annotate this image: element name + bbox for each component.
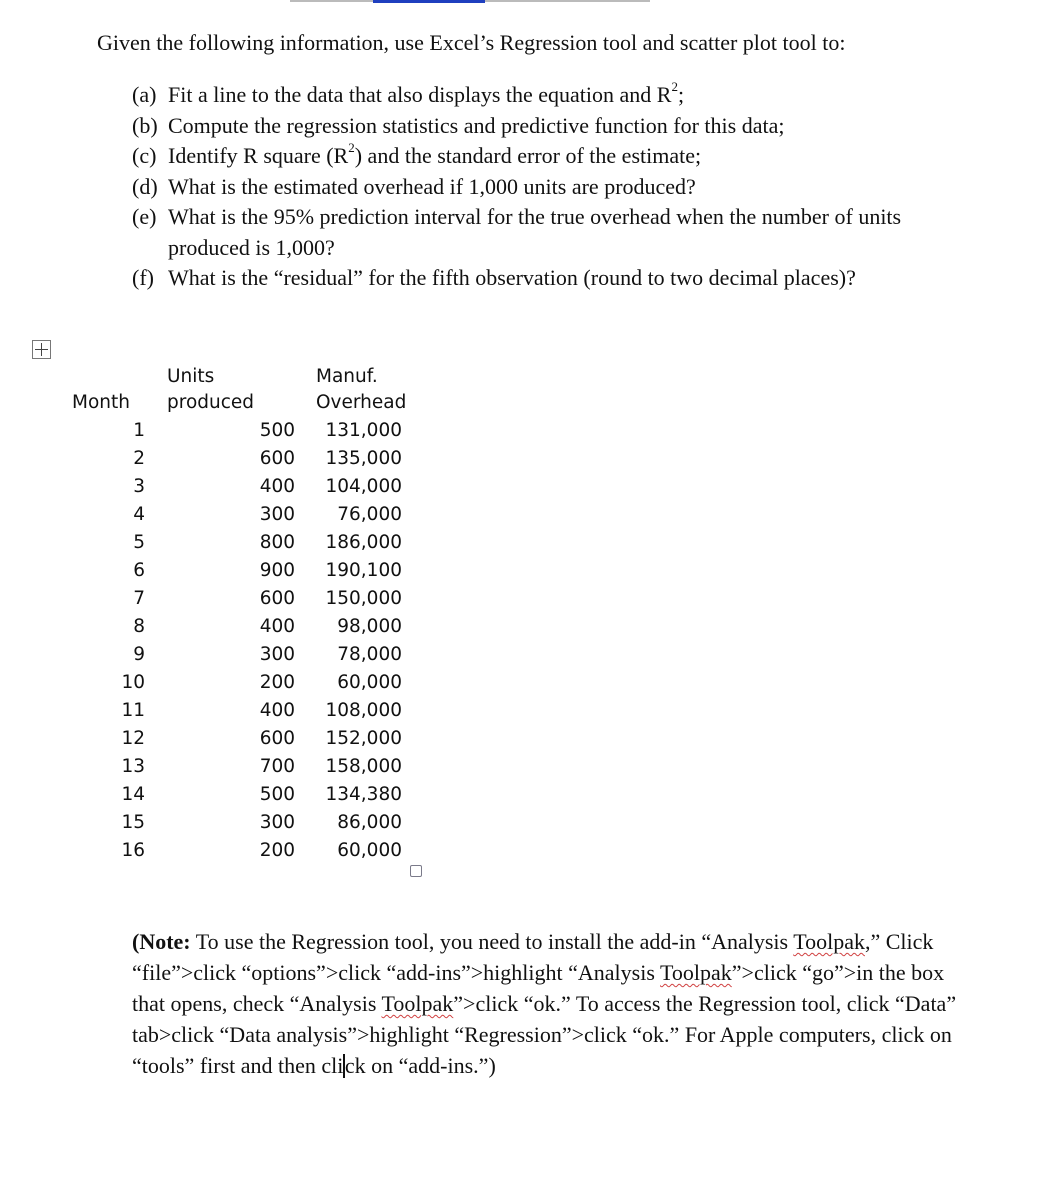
intro-text: Given the following information, use Excel’s Regression tool and scatter plot tool to: [97, 30, 846, 55]
note-text-5: ck on “add-ins.”) [344, 1053, 496, 1078]
cell-units: 400 [259, 616, 295, 637]
cell-units: 500 [259, 784, 295, 805]
cell-month: 7 [133, 588, 145, 609]
cell-month: 15 [121, 812, 145, 833]
cell-units: 600 [259, 728, 295, 749]
table-row [0, 784, 1040, 812]
note-bold-label: (Note: [132, 929, 191, 954]
table-row [0, 476, 1040, 504]
cell-month: 13 [121, 756, 145, 777]
question-text-main: What is the estimated overhead if 1,000 units are produced? [168, 173, 696, 199]
cell-overhead: 135,000 [325, 448, 402, 469]
cell-month: 9 [133, 644, 145, 665]
question-label: (b) [132, 112, 158, 138]
question-text-main: Compute the regression statistics and predictive function for this data; [168, 112, 785, 138]
table-row [0, 756, 1040, 784]
table-row [0, 588, 1040, 616]
table-row [0, 504, 1040, 532]
cell-overhead: 134,380 [325, 784, 402, 805]
spellcheck-word: Toolpak [381, 991, 454, 1016]
spellcheck-word: Toolpak [793, 929, 865, 954]
cell-units: 300 [259, 812, 295, 833]
question-label: (a) [132, 82, 157, 107]
table-row [0, 840, 1040, 868]
cell-units: 200 [259, 672, 295, 693]
spellcheck-word: Toolpak [660, 960, 732, 985]
question-text-end: ; [677, 82, 685, 107]
table-row [0, 672, 1040, 700]
note-text-3: ”>click “go”>in the box that opens, check “Analysis [132, 960, 945, 1016]
superscript: 2 [671, 78, 678, 94]
table-row [0, 700, 1040, 728]
cell-month: 5 [133, 532, 145, 553]
table-row [0, 812, 1040, 840]
cell-month: 8 [133, 616, 145, 637]
cell-month: 12 [121, 728, 145, 749]
question-text-main: Identify R square (R [168, 143, 349, 168]
note-paragraph [132, 926, 962, 1081]
cell-overhead: 152,000 [325, 728, 402, 749]
cell-units: 400 [259, 476, 295, 497]
cell-overhead: 108,000 [325, 700, 402, 721]
cell-units: 600 [259, 448, 295, 469]
cell-month: 16 [121, 840, 145, 861]
cell-overhead: 98,000 [337, 616, 402, 637]
table-row [0, 448, 1040, 476]
cell-units: 600 [259, 588, 295, 609]
table-row [0, 560, 1040, 588]
header-units-line1: Units [167, 366, 215, 387]
cell-overhead: 78,000 [337, 644, 402, 665]
cell-month: 3 [133, 476, 145, 497]
cell-units: 500 [259, 420, 295, 441]
header-month: Month [72, 392, 130, 413]
note-text-4: ”>click “ok.” To access the Regression tool, click “Data” tab>click “Data analysis”>highlight “Regression”>click “ok.” For Apple computers, click on “tools” first and then cli [132, 991, 957, 1078]
cell-units: 700 [259, 756, 295, 777]
superscript: 2 [348, 139, 355, 155]
header-overhead-line1: Manuf. [316, 366, 378, 387]
table-row [0, 616, 1040, 644]
cell-overhead: 131,000 [325, 420, 402, 441]
cell-overhead: 190,100 [325, 560, 402, 581]
cell-overhead: 60,000 [337, 672, 402, 693]
note-text-1: To use the Regression tool, you need to install the add-in “Analysis [190, 929, 794, 954]
cell-units: 200 [259, 840, 295, 861]
cell-units: 300 [259, 644, 295, 665]
cell-overhead: 60,000 [337, 840, 402, 861]
note-text-2: ,” Click “file”>click “options”>click “add-ins”>highlight “Analysis [132, 929, 934, 985]
cell-units: 900 [259, 560, 295, 581]
cell-month: 11 [121, 700, 145, 721]
cell-overhead: 186,000 [325, 532, 402, 553]
question-text-main: What is the 95% prediction interval for the true overhead when the number of units produced is 1,000? [168, 204, 902, 260]
header-overhead-line2: Overhead [316, 392, 407, 413]
question-label: (c) [132, 143, 157, 168]
cell-month: 6 [133, 560, 145, 581]
question-label: (e) [132, 204, 157, 229]
cell-month: 2 [133, 448, 145, 469]
header-units-line2: produced [167, 392, 255, 413]
cell-units: 300 [259, 504, 295, 525]
question-text-end: ) and the standard error of the estimate; [354, 143, 702, 168]
cell-overhead: 104,000 [325, 476, 402, 497]
question-label: (d) [132, 173, 158, 199]
cell-overhead: 158,000 [325, 756, 402, 777]
cell-month: 4 [133, 504, 145, 525]
cell-overhead: 150,000 [325, 588, 402, 609]
cell-units: 400 [259, 700, 295, 721]
cell-month: 14 [121, 784, 145, 805]
table-row [0, 644, 1040, 672]
question-label: (f) [132, 265, 154, 290]
cell-overhead: 76,000 [337, 504, 402, 525]
cell-units: 800 [259, 532, 295, 553]
resize-handle-icon[interactable] [410, 865, 422, 877]
table-row [0, 532, 1040, 560]
cell-month: 1 [133, 420, 145, 441]
cell-overhead: 86,000 [337, 812, 402, 833]
question-text-main: What is the “residual” for the fifth observation (round to two decimal places)? [168, 265, 856, 290]
question-text-main: Fit a line to the data that also displays the equation and R [168, 82, 672, 107]
table-row [0, 420, 1040, 448]
table-row [0, 728, 1040, 756]
cell-month: 10 [121, 672, 145, 693]
